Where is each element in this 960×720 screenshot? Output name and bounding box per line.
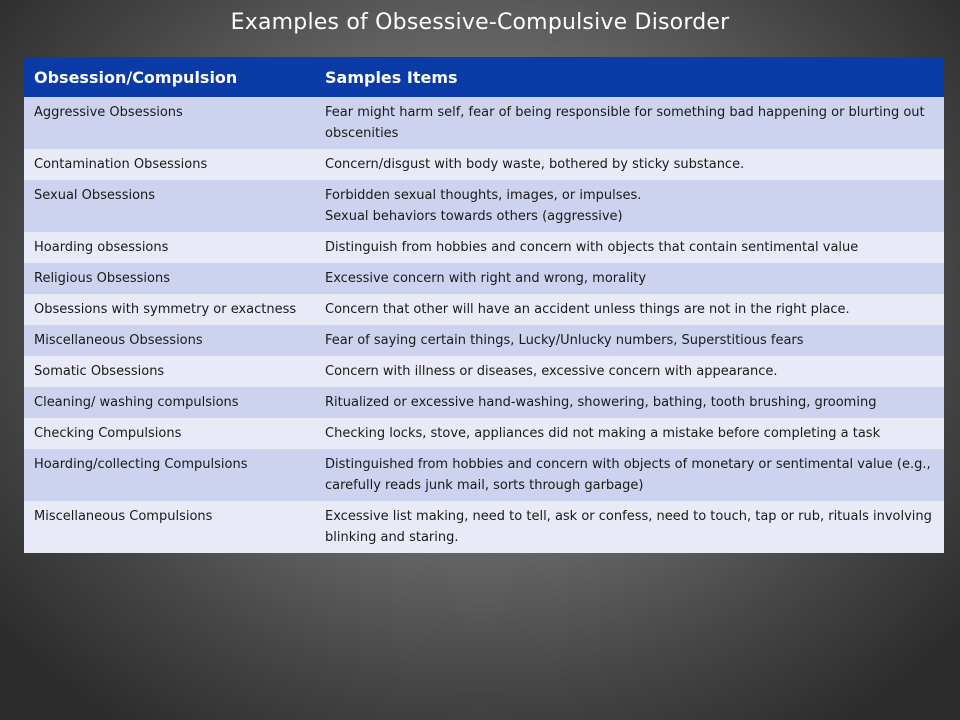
row-category: Miscellaneous Obsessions <box>24 325 315 356</box>
row-sample-items: Fear of saying certain things, Lucky/Unlucky numbers, Superstitious fears <box>315 325 944 356</box>
table-row <box>24 263 944 294</box>
slide-title: Examples of Obsessive-Compulsive Disorder <box>230 10 730 35</box>
header-obsession-compulsion: Obsession/Compulsion <box>24 57 315 97</box>
row-category: Checking Compulsions <box>24 418 315 449</box>
table-row <box>24 325 944 356</box>
row-category: Sexual Obsessions <box>24 180 315 232</box>
row-sample-items: Excessive list making, need to tell, ask or confess, need to touch, tap or rub, rituals involving blinking and staring. <box>315 501 944 553</box>
row-category: Religious Obsessions <box>24 263 315 294</box>
row-sample-items: Excessive concern with right and wrong, morality <box>315 263 944 294</box>
row-category: Somatic Obsessions <box>24 356 315 387</box>
row-sample-items: Distinguished from hobbies and concern with objects of monetary or sentimental value (e.g., carefully reads junk mail, sorts through garbage) <box>315 449 944 501</box>
row-category: Hoarding obsessions <box>24 232 315 263</box>
row-category: Hoarding/collecting Compulsions <box>24 449 315 501</box>
table-row <box>24 294 944 325</box>
row-sample-items: Concern/disgust with body waste, bothered by sticky substance. <box>315 149 944 180</box>
table-row <box>24 149 944 180</box>
row-category: Aggressive Obsessions <box>24 97 315 149</box>
row-category: Cleaning/ washing compulsions <box>24 387 315 418</box>
table-row <box>24 232 944 263</box>
row-category: Obsessions with symmetry or exactness <box>24 294 315 325</box>
row-sample-items: Ritualized or excessive hand-washing, showering, bathing, tooth brushing, grooming <box>315 387 944 418</box>
row-category: Contamination Obsessions <box>24 149 315 180</box>
row-sample-items: Checking locks, stove, appliances did not making a mistake before completing a task <box>315 418 944 449</box>
row-category: Miscellaneous Compulsions <box>24 501 315 553</box>
table-row <box>24 387 944 418</box>
row-sample-items: Concern that other will have an accident unless things are not in the right place. <box>315 294 944 325</box>
table-row <box>24 356 944 387</box>
row-sample-items: Concern with illness or diseases, excessive concern with appearance. <box>315 356 944 387</box>
row-sample-items: Forbidden sexual thoughts, images, or impulses. Sexual behaviors towards others (aggressive) <box>315 180 944 232</box>
table-row <box>24 418 944 449</box>
table-row <box>24 180 944 232</box>
header-samples-items: Samples Items <box>315 57 944 97</box>
ocd-examples-table-container <box>24 57 944 553</box>
row-sample-items: Distinguish from hobbies and concern with objects that contain sentimental value <box>315 232 944 263</box>
table-row <box>24 501 944 553</box>
row-sample-items: Fear might harm self, fear of being responsible for something bad happening or blurting out obscenities <box>315 97 944 149</box>
table-row <box>24 97 944 149</box>
ocd-examples-table <box>24 57 944 553</box>
table-row <box>24 449 944 501</box>
table-header-row <box>24 57 944 97</box>
